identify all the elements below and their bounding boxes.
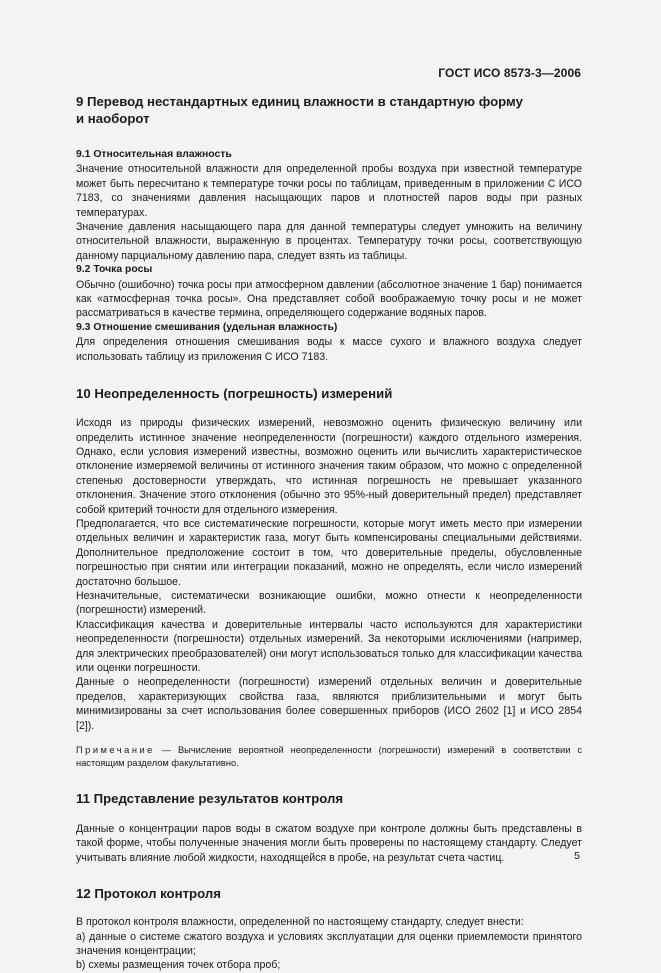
section-12-item-b: b) схемы размещения точек отбора проб; <box>76 959 281 972</box>
section-9-title <box>76 93 582 127</box>
page-number: 5 <box>574 850 580 862</box>
section-10-paragraph-4: Классификация качества и доверительные интервалы часто используются для характеристики неопределенности (погрешности) отдельных измерений. За некоторыми исключениями (например, для электрических преобразователей) они могут использоваться только для классификации качества или оценки погрешности. <box>76 618 582 674</box>
standard-header: ГОСТ ИСО 8573-3—2006 <box>438 66 581 80</box>
section-11-paragraph-1: Данные о концентрации паров воды в сжатом воздухе при контроле должны быть представлены в такой форме, чтобы полученные значения могли быть проверены по настоящему стандарту. Следует учитывать влияние любой жидкости, находящейся в пробе, на результат счета частиц. <box>76 823 582 864</box>
section-10-note <box>76 744 582 770</box>
note-label: Примечание <box>76 745 155 756</box>
section-12-item-a: a) данные о системе сжатого воздуха и условиях эксплуатации для оценки приемлемости принятого значения концентрации; <box>76 930 582 958</box>
section-9-title-line2: и наоборот <box>76 111 150 126</box>
section-11-title: 11 Представление результатов контроля <box>76 791 344 807</box>
document-body <box>76 93 582 973</box>
section-9-1-title: 9.1 Относительная влажность <box>76 149 232 160</box>
section-10-paragraph-2: Предполагается, что все систематические погрешности, которые могут иметь место при измерении отдельных величин и характеристик газа, могут быть компенсированы специальными действиями. Дополнительное предположение состоит в том, что доверительные пределы, обусловленные погрешностью при снятии или интеграции показаний, можно не определять, если число измерений достаточно большое. <box>76 517 582 588</box>
section-9-2-title: 9.2 Точка росы <box>76 264 153 276</box>
section-12-paragraph-1: В протокол контроля влажности, определенной по настоящему стандарту, следует внести: <box>76 916 524 929</box>
section-10-title: 10 Неопределенность (погрешность) измерений <box>76 386 393 402</box>
section-9-1-paragraph-2: Значение давления насыщающего пара для данной температуры следует умножить на величину относительной влажности, выраженную в процентах. Температуру точки росы, соответствующую данному парциальному давлению пара, следует взять из таблицы. <box>76 221 582 262</box>
section-10-paragraph-3: Незначительные, систематически возникающие ошибки, можно отнести к неопределенности (погрешности) измерений. <box>76 589 582 617</box>
section-10-paragraph-1: Исходя из природы физических измерений, невозможно оценить физическую величину или определить истинное значение неопределенности (погрешности) каждого отдельного измерения. Однако, если условия измерений известны, возможно оценить или вычислить характеристическое отклонение измеряемой величины от истинного значения таким образом, что можно с определенной степенью достоверности утверждать, что истинная погрешность не превышает указанного отклонения. Значение этого отклонения (обычно это 95%-ный доверительный предел) представляет собой критерий точности для отдельного измерения. <box>76 417 582 516</box>
section-12-title: 12 Протокол контроля <box>76 886 221 902</box>
section-9-title-line1: 9 Перевод нестандартных единиц влажности в стандартную форму <box>76 94 523 109</box>
note-text: — Вычисление вероятной неопределенности (погрешности) измерений в соответствии с настоящим разделом факультативно. <box>76 745 582 769</box>
section-9-3-paragraph-1: Для определения отношения смешивания воды к массе сухого и влажного воздуха следует использовать таблицу из приложения С ИСО 7183. <box>76 336 582 363</box>
section-9-3-title: 9.3 Отношение смешивания (удельная влажность) <box>76 321 338 333</box>
section-9-2-paragraph-1: Обычно (ошибочно) точка росы при атмосферном давлении (абсолютное значение 1 бар) понимается как «атмосферная точка росы». Она представляет собой воображаемую точку росы и не может рассматриваться в качестве термина, определяющего содержание водяных паров. <box>76 278 582 320</box>
section-10-paragraph-5: Данные о неопределенности (погрешности) измерений отдельных величин и доверительные пределов, характеризующих свойства газа, являются приблизительными и могут быть минимизированы за счет использования более совершенных приборов (ИСО 2602 [1] и ИСО 2854 [2]). <box>76 676 582 732</box>
section-9-1-paragraph-1: Значение относительной влажности для определенной пробы воздуха при известной температуре может быть пересчитано к температуре точки росы по таблицам, приведенным в приложении С ИСО 7183, со значениями давления насыщающих паров и плотностей паров воды при разных температурах. <box>76 163 582 219</box>
